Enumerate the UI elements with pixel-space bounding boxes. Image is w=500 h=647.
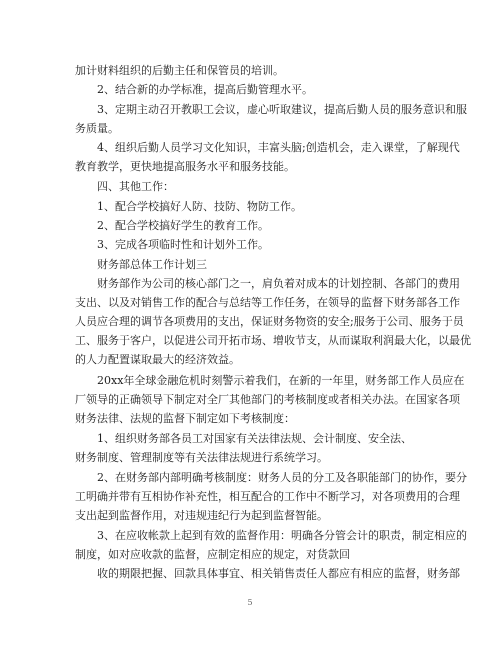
paragraph bbox=[75, 61, 429, 80]
text-line: 财务制度、管理制度等有关法律法规进行系统学习。 bbox=[75, 451, 328, 464]
text-line: 3、完成各项临时性和计划外工作。 bbox=[75, 238, 269, 251]
paragraph bbox=[75, 197, 429, 216]
text-line: 支出起到监督作用，对违规违纪行为起到监督智能。 bbox=[75, 509, 328, 522]
text-line: 支出、以及对销售工作的配合与总结等工作任务，在领导的监督下财务部各工作 bbox=[75, 296, 460, 309]
text-line: 工明确并带有互相协作补充性，相互配合的工作中不断学习，对各项费用的合理 bbox=[75, 490, 460, 503]
paragraph bbox=[75, 429, 429, 467]
paragraph bbox=[75, 216, 429, 235]
paragraph bbox=[75, 80, 429, 99]
text-line: 4、组织后勤人员学习文化知识，丰富头脑;创造机会，走入课堂，了解现代 bbox=[75, 141, 460, 154]
text-line: 2、配合学校搞好学生的教育工作。 bbox=[75, 219, 269, 232]
text-line: 财务法律、法规的监督下制定如下考核制度： bbox=[75, 412, 295, 425]
paragraph bbox=[75, 274, 471, 369]
text-line: 教育教学，更快地提高服务水平和服务技能。 bbox=[75, 160, 295, 173]
text-line: 1、组织财务部各员工对国家有关法律法规、会计制度、安全法、 bbox=[75, 432, 412, 445]
paragraph bbox=[75, 235, 429, 254]
paragraph bbox=[75, 468, 467, 525]
page-number: 5 bbox=[247, 598, 253, 607]
paragraph bbox=[75, 564, 460, 583]
text-line: 的人力配置谋取最大的经济效益。 bbox=[75, 353, 240, 366]
text-line: 1、配合学校搞好人防、技防、物防工作。 bbox=[75, 200, 302, 213]
paragraph bbox=[75, 526, 467, 564]
text-line: 财务部总体工作计划三 bbox=[75, 258, 207, 271]
text-line: 人员应合理的调节各项费用的支出，保证财务物资的安全;服务于公司、服务于员 bbox=[75, 315, 464, 328]
text-line: 2、在财务部内部明确考核制度：财务人员的分工及各职能部门的协作，要分 bbox=[75, 471, 467, 484]
text-line: 加计财料组织的后勤主任和保管员的培训。 bbox=[75, 64, 284, 77]
paragraph bbox=[75, 138, 460, 176]
text-line: 3、定期主动召开教职工会议，虚心听取建议，提高后勤人员的服务意识和服 bbox=[75, 103, 467, 116]
text-line: 四、其他工作： bbox=[75, 180, 174, 193]
text-line: 3、在应收帐款上起到有效的监督作用：明确各分管会计的职责，制定相应的 bbox=[75, 529, 467, 542]
text-line: 务质量。 bbox=[75, 122, 119, 135]
text-line: 2、结合新的办学标准，提高后勤管理水平。 bbox=[75, 83, 313, 96]
text-line: 财务部作为公司的核心部门之一，肩负着对成本的计划控制、各部门的费用 bbox=[75, 277, 460, 290]
text-line: 20xx年全球金融危机时刻警示着我们，在新的一年里，财务部工作人员应在 bbox=[75, 374, 465, 387]
text-line: 制度，如对应收款的监督，应制定相应的规定，对货款回 bbox=[75, 548, 350, 561]
paragraph bbox=[75, 371, 465, 428]
section-heading bbox=[75, 177, 429, 196]
text-line: 厂领导的正确领导下制定对全厂其他部门的考核制度或者相关办法。在国家各项 bbox=[75, 393, 460, 406]
text-line: 工、服务于客户，以促进公司开拓市场、增收节支，从而谋取利润最大化，以最优 bbox=[75, 334, 471, 347]
text-line: 收的期限把握、回款具体事宜、相关销售责任人都应有相应的监督，财务部 bbox=[75, 567, 460, 580]
paragraph bbox=[75, 100, 467, 138]
section-heading bbox=[75, 255, 429, 274]
